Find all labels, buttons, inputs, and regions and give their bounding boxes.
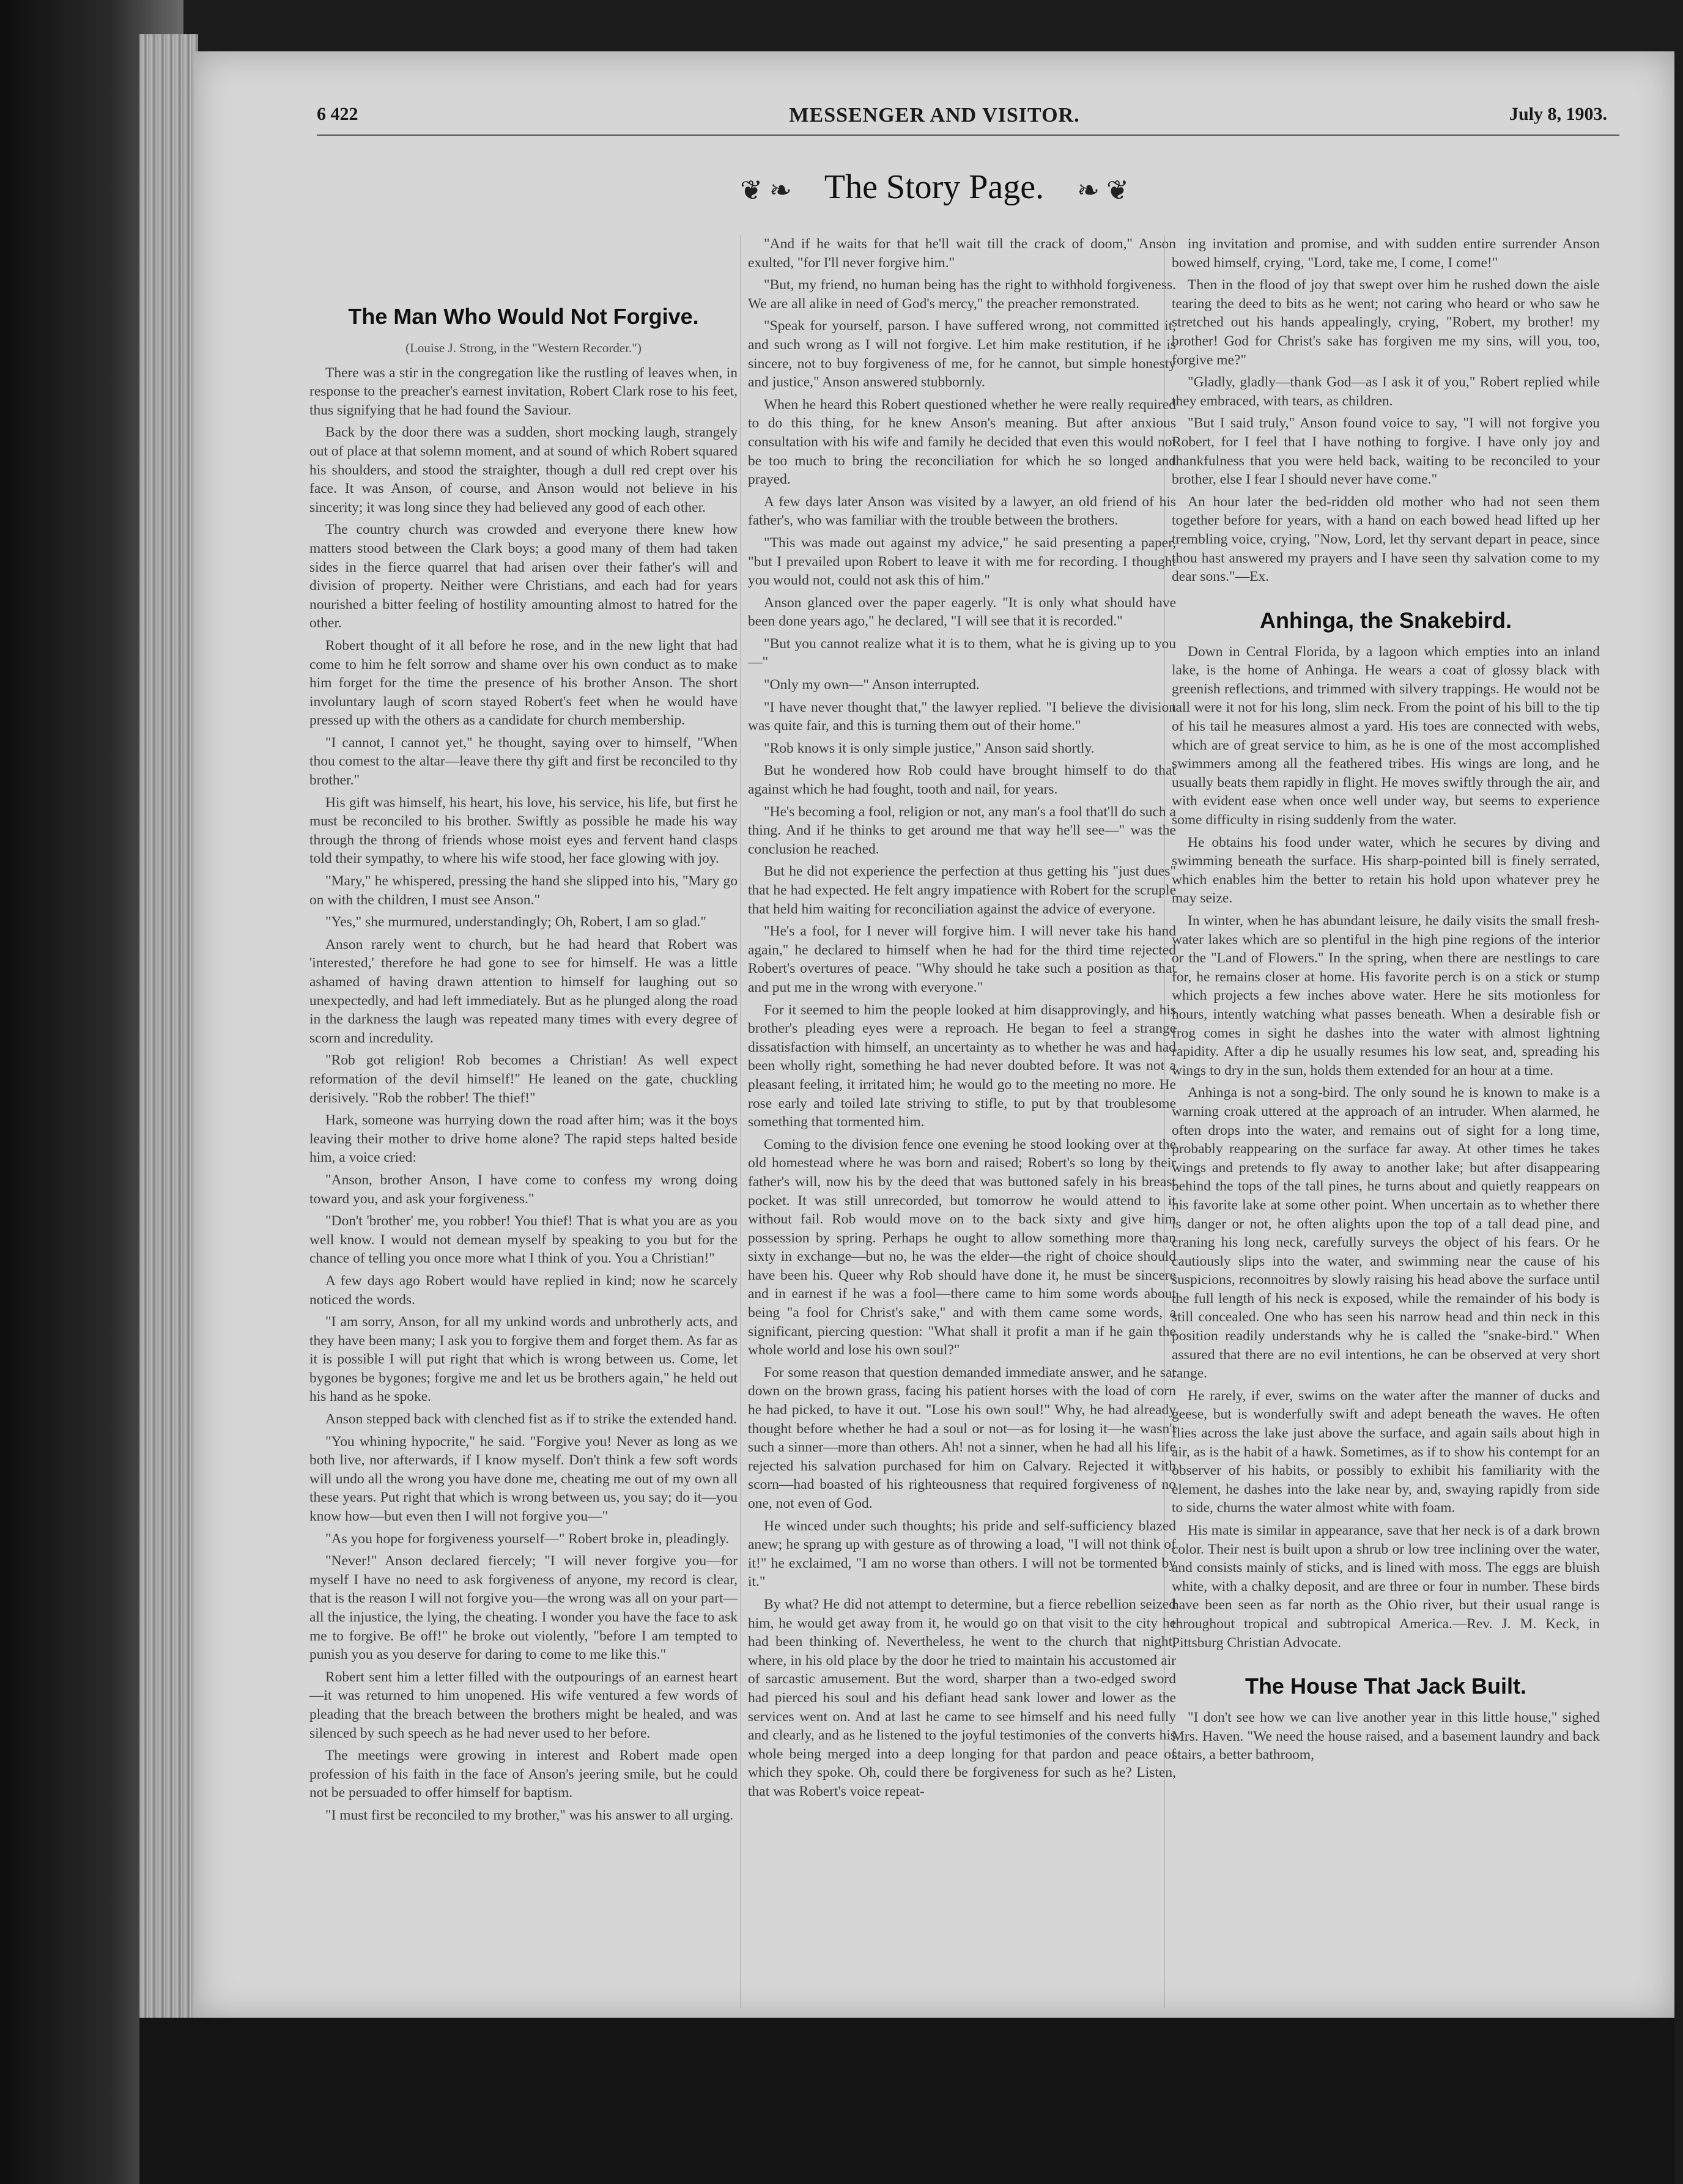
paragraph: "I don't see how we can live another year in this little house," sighed Mrs. Haven. "We need the house raised, and a basement laundry and back stairs, a better bathroom,	[1172, 1710, 1600, 1763]
paragraph: "But, my friend, no human being has the right to withhold forgiveness. We are all alike in need of God's mercy," the preacher remonstrated.	[748, 277, 1176, 312]
article-jack-body	[1172, 1708, 1600, 1765]
paragraph: ing invitation and promise, and with sudden entire surrender Anson bowed himself, crying, "Lord, take me, I come, I come!"	[1172, 236, 1600, 271]
paragraph: In winter, when he has abundant leisure, he daily visits the small fresh-water lakes which are so plentiful in the high pine regions of the interior or the "Land of Flowers." In the spring, when there are nestlings to care for, he remains closer at home. His favorite perch is on a stick or stump which projects a few inches above water. Here he sits motionless for hours, intently watching what passes beneath. When a desirable fish or frog comes in sight he dashes into the water with almost lightning rapidity. After a dip he usually resumes his low seat, and, spreading his wings to dry in the sun, holds them extended for an hour at a time.	[1172, 913, 1600, 1079]
masthead: MESSENGER AND VISITOR.	[789, 104, 1080, 127]
paragraph: "Don't 'brother' me, you robber! You thief! That is what you are as you well know. I would not demean myself by speaking to you but for the chance of telling you once more what I think of you. You a Christian!"	[309, 1213, 738, 1267]
paragraph: The country church was crowded and everyone there knew how matters stood between the Clark boys; a good many of them had taken sides in the fierce quarrel that had arisen over their father's will and division of property. Neither were Christians, and each had for years nourished a bitter feeling of hostility amounting almost to hatred for the other.	[309, 522, 738, 632]
paragraph: "Rob got religion! Rob becomes a Christian! As well expect reformation of the devil himself!" He leaned on the gate, chuckling derisively. "Rob the robber! The thief!"	[309, 1052, 738, 1106]
paragraph: A few days ago Robert would have replied in kind; now he scarcely noticed the words.	[309, 1272, 738, 1308]
paragraph: "I must first be reconciled to my brother," was his answer to all urging.	[325, 1807, 734, 1823]
paragraph: "And if he waits for that he'll wait till the crack of doom," Anson exulted, "for I'll never forgive him."	[748, 236, 1176, 271]
article-title-jack: The House That Jack Built.	[1245, 1673, 1527, 1699]
article-continuation	[1172, 235, 1600, 586]
paragraph: But he wondered how Rob could have brought himself to do that against which he had fought, tooth and nail, for years.	[748, 762, 1176, 798]
paragraph: "But I said truly," Anson found voice to say, "I will not forgive you Robert, for I feel that I have nothing to forgive. I have only joy and thankfulness that you were held back, waiting to be reconciled to your brother, else I fear I should never have come."	[1172, 415, 1600, 488]
page-number: 6 422	[317, 104, 358, 124]
section-title-text: The Story Page.	[824, 168, 1045, 206]
paragraph: "Anson, brother Anson, I have come to confess my wrong doing toward you, and ask your forgiveness."	[309, 1171, 738, 1207]
paragraph: But he did not experience the perfection at thus getting his "just dues" that he had expected. He felt angry impatience with Robert for the scruple that held him waiting for reconciliation against the advice of everyone.	[748, 863, 1176, 917]
article-byline: (Louise J. Strong, in the "Western Recorder.")	[405, 341, 642, 355]
article-title-forgive: The Man Who Would Not Forgive.	[348, 304, 699, 329]
page-edges	[139, 34, 198, 2021]
scan-bottom	[139, 2018, 1674, 2184]
paragraph: "I am sorry, Anson, for all my unkind words and unbrotherly acts, and they have been many; I ask you to forgive them and forget them. As far as it is possible I will put right that which is wrong between us. Come, let bygones be bygones; forgive me and let us be brothers again," he held out his hand as he spoke.	[309, 1314, 738, 1405]
paragraph: There was a stir in the congregation like the rustling of leaves when, in response to the preacher's earnest invitation, Robert Clark rose to his feet, thus signifying that he had found the Saviour.	[309, 364, 738, 418]
paragraph: Hark, someone was hurrying down the road after him; was it the boys leaving their mother to drive home alone? The rapid steps halted beside him, a voice cried:	[309, 1112, 738, 1166]
paragraph: He rarely, if ever, swims on the water after the manner of ducks and geese, but is wonderfully swift and adept beneath the waves. He often flies across the lake just above the surface, and again sails about high in air, as is the habit of a hawk. Sometimes, as if to show his contempt for an observer of his habits, or possibly to exhibit his familiarity with the element, he dashes into the lake near by, and, swaying rapidly from side to side, churns the water almost white with foam.	[1172, 1387, 1600, 1516]
paragraph: Anson rarely went to church, but he had heard that Robert was 'interested,' therefore he had gone to see for himself. He was a little ashamed of having drawn attention to himself for laughing out so unexpectedly, and had left immediately. But as he plunged along the road in the darkness the laugh was repeated many times with every degree of scorn and incredulity.	[309, 936, 738, 1046]
paragraph: Anson glanced over the paper eagerly. "It is only what should have been done years ago," he declared, "I will see that it is recorded."	[748, 594, 1176, 630]
paragraph: "As you hope for forgiveness yourself—" Robert broke in, pleadingly.	[325, 1530, 730, 1547]
issue-date: July 8, 1903.	[1509, 104, 1607, 124]
paragraph: His gift was himself, his heart, his love, his service, his life, but first he must be reconciled to his brother. Swiftly as possible he made his way through the throng of friends whose moist eyes and fervent hand clasps told their sympathy, to where his wife stood, her face glowing with joy.	[309, 794, 738, 867]
paragraph: The meetings were growing in interest and Robert made open profession of his faith in the face of Anson's jeering smile, but he could not be persuaded to offer himself for baptism.	[309, 1747, 738, 1801]
paragraph: Down in Central Florida, by a lagoon which empties into an inland lake, is the home of Anhinga. He wears a coat of glossy black with greenish reflections, and trimmed with silvery trappings. He would not be tall were it not for his long, slim neck. From the point of his bill to the tip of his tail he measures almost a yard. His toes are connected with webs, which are of great service to him, as he is one of the most accomplished swimmers among all the feathered tribes. His wings are long, and he usually beats them rapidly in flight. He moves swiftly through the air, and with evident ease when once well under way, but seems to experience some difficulty in rising suddenly from the water.	[1172, 643, 1600, 828]
column-2	[748, 235, 1176, 1805]
paragraph: Robert thought of it all before he rose, and in the new light that had come to him he felt sorrow and shame over his own conduct as to make him forget for the time the presence of his brother Anson. The short involuntary laugh of scorn stayed Robert's feet when he would have pressed up with the others as a candidate for church membership.	[309, 637, 738, 729]
paragraph: Then in the flood of joy that swept over him he rushed down the aisle tearing the deed to bits as he went; not caring who heard or who saw he stretched out his hands appealingly, crying, "Robert, my brother! my brother! God for Christ's sake has forgiven me my sins, will you, too, forgive me?"	[1172, 277, 1600, 368]
paragraph: A few days later Anson was visited by a lawyer, an old friend of his father's, who was familiar with the trouble between the brothers.	[748, 493, 1176, 529]
paragraph: He obtains his food under water, which he secures by diving and swimming beneath the surface. His sharp-pointed bill is finely serrated, which enables him the better to retain his hold upon whatever prey he may seize.	[1172, 834, 1600, 907]
paragraph: "Only my own—" Anson interrupted.	[764, 677, 980, 693]
paragraph: "Gladly, gladly—thank God—as I ask it of you," Robert replied while they embraced, with tears, as children.	[1172, 374, 1600, 409]
newspaper-page	[194, 51, 1674, 2020]
paragraph: Robert sent him a letter filled with the outpourings of an earnest heart—it was returned to him unopened. His wife ventured a few words of pleading that the breach between the brothers might be healed, and was silenced by such speech as he had never used to her before.	[309, 1669, 738, 1741]
paragraph: When he heard this Robert questioned whether he were really required to do this thing, for he knew Anson's meaning. But after anxious consultation with his wife and family he decided that even this would not be too much to bring the reconciliation for which he so longed and prayed.	[748, 396, 1176, 488]
paragraph: "But you cannot realize what it is to them, what he is giving up to you—"	[748, 635, 1176, 671]
article-anhinga-body	[1172, 643, 1600, 1652]
paragraph: For some reason that question demanded immediate answer, and he sat down on the brown grass, facing his patient horses with the load of corn he had picked, to have it out. "Lose his own soul!" Why, he had already thought before whether he had a soul or not—as for losing it—he wasn't such a sinner—more than others. Ah! not a sinner, when he had all his life rejected his salvation purchased for him on Calvary. Rejected it with scorn—had boasted of his righteousness that required forgiveness of no one, not even of God.	[748, 1364, 1176, 1511]
paragraph: "Speak for yourself, parson. I have suffered wrong, not committed it, and such wrong as I will not forgive. Let him make restitution, if he is sincere, not to buy forgiveness of me, for he cannot, but simple honesty and justice," Anson answered stubbornly.	[748, 318, 1176, 391]
paragraph: "Rob knows it is only simple justice," Anson said shortly.	[764, 740, 1095, 756]
leaf-ornament-icon: ❦ ❧	[740, 175, 792, 205]
paragraph: "I cannot, I cannot yet," he thought, saying over to himself, "When thou comest to the altar—leave there thy gift and first be reconciled to thy brother."	[309, 734, 738, 789]
paragraph: "You whining hypocrite," he said. "Forgive you! Never as long as we both live, nor afterwards, if I know myself. Don't think a few soft words will undo all the wrong you have done me, cheating me out of my own all these years. Put right that which is wrong between us, you say; do it—you know how—but even then I will not forgive you—"	[309, 1433, 738, 1525]
column-3	[1172, 235, 1600, 1768]
paragraph: He winced under such thoughts; his pride and self-sufficiency blazed anew; he sprang up with gesture as of throwing a load, "I will not think of it!" he exclaimed, "I am no worse than others. I will not be tormented by it."	[748, 1518, 1176, 1590]
paragraph: Anhinga is not a song-bird. The only sound he is known to make is a warning croak uttered at the approach of an intruder. When alarmed, he often drops into the water, and remains out of sight for a long time, probably reappearing on the surface far away. At other times he takes wings and pretends to fly away to another lake; but after disappearing behind the tops of the tall pines, he turns about and quietly reappears on his favorite lake at some other point. When uncertain as to whether there is danger or not, he often alights upon the top of a tall dead pine, and craning his long neck, carefully surveys the object of his fears. Or he cautiously slips into the water, and swimming near the cause of his suspicions, reconnoitres by slowly raising his head above the surface until the full length of his neck is exposed, while the remainder of his body is still concealed. One who has seen his narrow head and thin neck in this position readily understands why he is called the "snake-bird." When assured that there are no evil intentions, he can be observed at very short range.	[1172, 1085, 1600, 1382]
paragraph: "Never!" Anson declared fiercely; "I will never forgive you—for myself I have no need to ask forgiveness of anyone, my record is clear, that is the reason I will not forgive you—the wrong was all on your part—all the injustice, the lying, the cheating. I wonder you have the face to ask me to forgive. Be off!" he broke out violently, "before I am tempted to punish you as you deserve for daring to come to me like this."	[309, 1553, 738, 1663]
section-title	[194, 168, 1674, 207]
leaf-ornament-icon: ❧ ❦	[1077, 175, 1129, 205]
article-title-anhinga: Anhinga, the Snakebird.	[1259, 607, 1512, 633]
paragraph: "He's becoming a fool, religion or not, any man's a fool that'll do such a thing. And if he thinks to get around me that way he'll see—" was the conclusion he reached.	[748, 803, 1176, 857]
paragraph: "Mary," he whispered, pressing the hand she slipped into his, "Mary go on with the children, I must see Anson."	[309, 873, 738, 908]
paragraph: His mate is similar in appearance, save that her neck is of a dark brown color. Their nest is built upon a shrub or low tree inclining over the water, and consists mainly of sticks, and is lined with moss. The eggs are bluish white, with a chalky deposit, and are three or four in number. These birds have been seen as far north as the Ohio river, but their usual range is throughout tropical and subtropical America.—Rev. J. M. Keck, in Pittsburg Christian Advocate.	[1172, 1522, 1600, 1651]
paragraph: Back by the door there was a sudden, short mocking laugh, strangely out of place at that solemn moment, and at sound of which Robert squared his shoulders, and stood the straighter, though a dull red crept over his face. It was Anson, of course, and Anson would not believe in his sincerity; it was long since they had believed any good of each other.	[309, 424, 738, 515]
paragraph: Anson stepped back with clenched fist as if to strike the extended hand.	[325, 1411, 737, 1428]
paragraph: "He's a fool, for I never will forgive him. I will never take his hand again," he declared to himself when he had for the third time rejected Robert's overtures of peace. "Why should he take such a position as that and put me in the wrong with everyone."	[748, 923, 1176, 995]
paragraph: "Yes," she murmured, understandingly; Oh, Robert, I am so glad."	[325, 914, 706, 931]
paragraph: Coming to the division fence one evening he stood looking over at the old homestead where he was born and raised; Robert's so long by their father's will, now his by the deed that was buttoned safely in his breast pocket. It was still unrecorded, but tomorrow he would attend to it without fail. Rob would move on to the back sixty and give him possession by spring. Perhaps he ought to allow something more than sixty in exchange—but no, he was the elder—the right of choice should have been his. Queer why Rob should have done it, he must be sincere and in earnest if he was a fool—there came to him some words about being "a fool for Christ's sake," and with them came some words, a significant, piercing question: "What shall it profit a man if he gain the whole world and lose his own soul?"	[748, 1136, 1176, 1359]
column-1	[309, 235, 738, 1829]
paragraph: For it seemed to him the people looked at him disapprovingly, and his brother's pleading eyes were a reproach. He began to feel a strange dissatisfaction with himself, an uncertainty as to whether he was and had been wholly right, something he had never doubted before. It was not a pleasant feeling, it irritated him; he would go to the meeting no more. He rose early and toiled late striving to stifle, to put by that troublesome something that tormented him.	[748, 1002, 1176, 1131]
paragraph: "I have never thought that," the lawyer replied. "I believe the division was quite fair, and this is turning them out of their home."	[748, 699, 1176, 734]
header-rule	[317, 135, 1619, 136]
paragraph: "This was made out against my advice," he said presenting a paper, "but I prevailed upon Robert to leave it with me for recording. I thought you would not, could not ask this of him."	[748, 534, 1176, 589]
paragraph: An hour later the bed-ridden old mother who had not seen them together before for years, with a hand on each bowed head lifted up her trembling voice, crying, "Now, Lord, let thy servant depart in peace, since thou hast answered my prayers and I have seen thy salvation come to my dear sons."—Ex.	[1172, 493, 1600, 585]
paragraph: By what? He did not attempt to determine, but a fierce rebellion seized him, he would get away from it, he would go on that visit to the city he had been thinking of. Nevertheless, he went to the church that night, where, in his old place by the door he tried to maintain his accustomed air of sarcastic amusement. But the word, sharper than a two-edged sword had pierced his soul and his defiant head sank lower and lower as the services went on. And at last he came to see himself and his need fully and clearly, and as he listened to the joyful testimonies of the converts his whole being merged into a deep longing for that pardon and peace of which they spoke. Oh, could there be forgiveness for such as he? Listen, that was Robert's voice repeat-	[748, 1596, 1176, 1799]
